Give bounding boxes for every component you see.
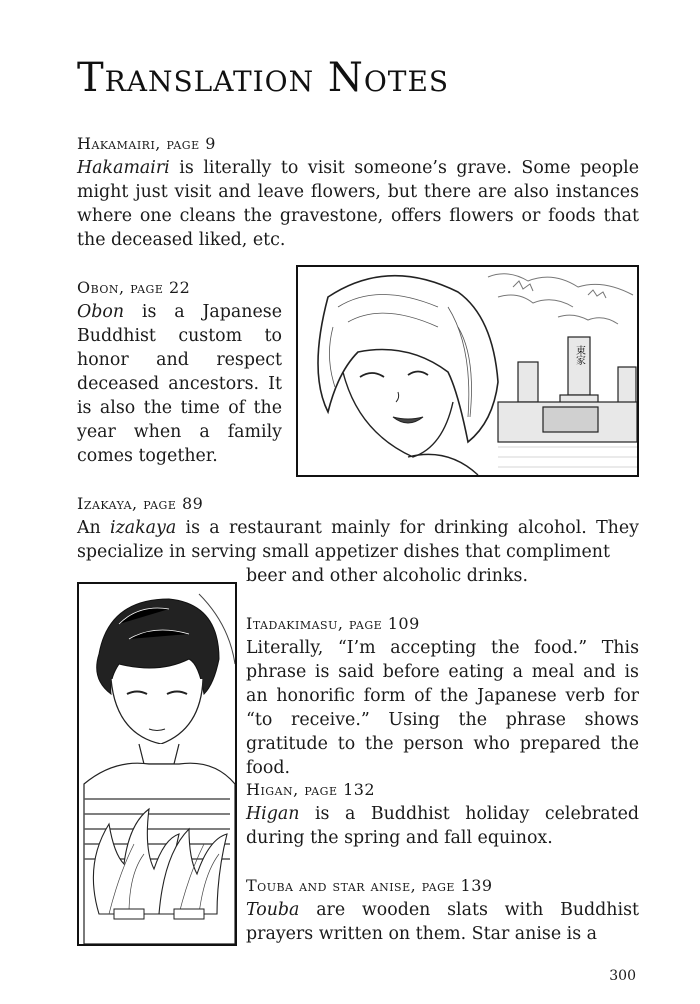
illustration-boy-with-plants — [77, 582, 237, 946]
note-heading: Obon, page 22 — [77, 278, 191, 297]
note-itadakimasu — [246, 612, 639, 780]
boy-with-plants-drawing — [79, 584, 235, 944]
note-term: Hakamairi — [77, 158, 170, 178]
note-touba — [246, 874, 639, 946]
woman-at-grave-drawing — [298, 267, 637, 475]
page-number: 300 — [609, 968, 636, 984]
note-body — [246, 898, 639, 946]
note-term: Obon — [77, 302, 125, 322]
note-heading: Touba and star anise, page 139 — [246, 876, 493, 895]
note-higan — [246, 778, 639, 850]
note-izakaya — [77, 492, 639, 564]
note-heading: Itadakimasu, page 109 — [246, 614, 420, 633]
page-title: Translation Notes — [77, 55, 450, 101]
note-term: Higan — [246, 804, 300, 824]
note-body — [246, 802, 639, 850]
note-body: Literally, “I’m accepting the food.” This phrase is said before eating a meal and is an honorific form of the Japanese verb for “to receive.” Using the phrase shows gratitude to the person who prepared the food. — [246, 638, 639, 778]
note-izakaya-continued: beer and other alcoholic drinks. — [246, 566, 528, 586]
note-term: Touba — [246, 900, 300, 920]
note-text: An — [77, 518, 101, 538]
note-hakamairi — [77, 132, 639, 252]
note-heading: Izakaya, page 89 — [77, 494, 204, 513]
note-term: izakaya — [110, 518, 177, 538]
note-heading: Hakamairi, page 9 — [77, 134, 216, 153]
note-body — [77, 516, 639, 564]
note-obon — [77, 276, 282, 468]
illustration-woman-at-grave — [296, 265, 639, 477]
note-text: is a Buddhist holiday celebrated during the spring and fall equinox. — [246, 804, 639, 848]
note-text: are wooden slats with Buddhist prayers written on them. Star anise is a — [246, 900, 639, 944]
note-text: is a Japanese Buddhist custom to honor and respect deceased ancestors. It is also the time of the year when a family comes together. — [77, 302, 282, 466]
note-body — [77, 300, 282, 468]
note-body — [77, 156, 639, 252]
note-text: is a restaurant mainly for drinking alcohol. They specialize in serving small appetizer dishes that compliment — [77, 518, 639, 562]
note-heading: Higan, page 132 — [246, 780, 376, 799]
grave-label: 東家 — [573, 345, 585, 365]
note-text: is literally to visit someone’s grave. Some people might just visit and leave flowers, but there are also instances where one cleans the gravestone, offers flowers or foods that the deceased liked, etc. — [77, 158, 639, 250]
